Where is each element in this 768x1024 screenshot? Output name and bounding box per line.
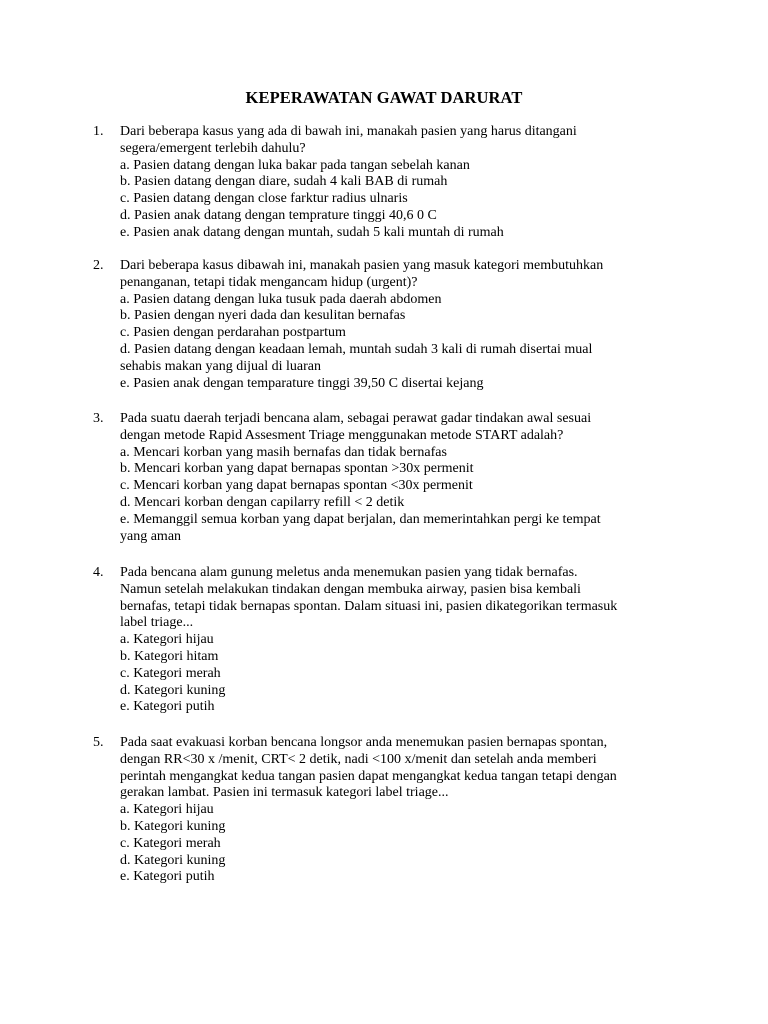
question-body	[120, 735, 680, 886]
question-stem-line: Dari beberapa kasus yang ada di bawah ini, manakah pasien yang harus ditangani	[120, 124, 577, 139]
answer-option: c. Pasien datang dengan close farktur radius ulnaris	[120, 191, 408, 207]
answer-option: e. Memanggil semua korban yang dapat berjalan, dan memerintahkan pergi ke tempat	[120, 511, 601, 527]
answer-option: b. Kategori kuning	[120, 818, 226, 834]
question-number: 5.	[93, 735, 104, 750]
question-number: 1.	[93, 124, 104, 139]
answer-option: a. Pasien datang dengan luka bakar pada tangan sebelah kanan	[120, 157, 470, 173]
question-number: 4.	[93, 565, 104, 580]
question-body	[120, 124, 680, 242]
question-stem-line: perintah mengangkat kedua tangan pasien dapat mengangkat kedua tangan tetapi dengan	[120, 768, 617, 784]
answer-option: d. Mencari korban dengan capilarry refill < 2 detik	[120, 494, 405, 510]
answer-option: a. Kategori hijau	[120, 632, 214, 648]
question-body	[120, 411, 680, 545]
answer-option: e. Kategori putih	[120, 699, 215, 715]
question-stem-line: label triage...	[120, 615, 194, 631]
answer-option: b. Mencari korban yang dapat bernapas spontan >30x permenit	[120, 461, 474, 477]
question-number: 3.	[93, 411, 104, 426]
answer-option: a. Mencari korban yang masih bernafas dan tidak bernafas	[120, 444, 447, 460]
question-body	[120, 258, 680, 392]
question-stem-line: Namun setelah melakukan tindakan dengan membuka airway, pasien bisa kembali	[120, 581, 581, 597]
question-body	[120, 565, 680, 716]
question-stem-line: Pada suatu daerah terjadi bencana alam, sebagai perawat gadar tindakan awal sesuai	[120, 411, 592, 426]
question-stem-line: Pada saat evakuasi korban bencana longsor anda menemukan pasien bernapas spontan,	[120, 735, 608, 750]
question-stem-line: dengan metode Rapid Assesment Triage menggunakan metode START adalah?	[120, 427, 564, 443]
answer-option: d. Pasien anak datang dengan temprature tinggi 40,6 0 C	[120, 207, 437, 223]
answer-option: a. Pasien datang dengan luka tusuk pada daerah abdomen	[120, 291, 442, 307]
answer-option: d. Pasien datang dengan keadaan lemah, muntah sudah 3 kali di rumah disertai mual	[120, 341, 593, 357]
question-stem-line: gerakan lambat. Pasien ini termasuk kategori label triage...	[120, 785, 449, 801]
document-title: KEPERAWATAN GAWAT DARURAT	[245, 88, 523, 107]
question-stem-line: Dari beberapa kasus dibawah ini, manakah pasien yang masuk kategori membutuhkan	[120, 258, 604, 273]
answer-option: c. Mencari korban yang dapat bernapas spontan <30x permenit	[120, 478, 473, 494]
question-stem-line: Pada bencana alam gunung meletus anda menemukan pasien yang tidak bernafas.	[120, 565, 578, 580]
answer-option: e. Pasien anak datang dengan muntah, sudah 5 kali muntah di rumah	[120, 224, 504, 240]
answer-option: b. Pasien dengan nyeri dada dan kesulitan bernafas	[120, 308, 406, 324]
question-stem-line: dengan RR<30 x /menit, CRT< 2 detik, nadi <100 x/menit dan setelah anda memberi	[120, 751, 597, 767]
answer-option: d. Kategori kuning	[120, 682, 226, 698]
answer-option: b. Pasien datang dengan diare, sudah 4 kali BAB di rumah	[120, 174, 448, 190]
answer-option: b. Kategori hitam	[120, 648, 219, 664]
question-number: 2.	[93, 258, 104, 273]
answer-option: d. Kategori kuning	[120, 852, 226, 868]
answer-option: e. Kategori putih	[120, 869, 215, 885]
question-stem-line: penanganan, tetapi tidak mengancam hidup (urgent)?	[120, 274, 418, 290]
answer-option: c. Pasien dengan perdarahan postpartum	[120, 325, 346, 341]
answer-option: c. Kategori merah	[120, 835, 221, 851]
answer-option: a. Kategori hijau	[120, 802, 214, 818]
question-stem-line: bernafas, tetapi tidak bernapas spontan. Dalam situasi ini, pasien dikategorikan termasuk	[120, 598, 618, 614]
answer-option-continuation: yang aman	[120, 528, 182, 544]
answer-option: c. Kategori merah	[120, 665, 221, 681]
question-stem-line: segera/emergent terlebih dahulu?	[120, 140, 306, 156]
answer-option-continuation: sehabis makan yang dijual di luaran	[120, 358, 321, 374]
answer-option: e. Pasien anak dengan temparature tinggi 39,50 C disertai kejang	[120, 375, 484, 391]
